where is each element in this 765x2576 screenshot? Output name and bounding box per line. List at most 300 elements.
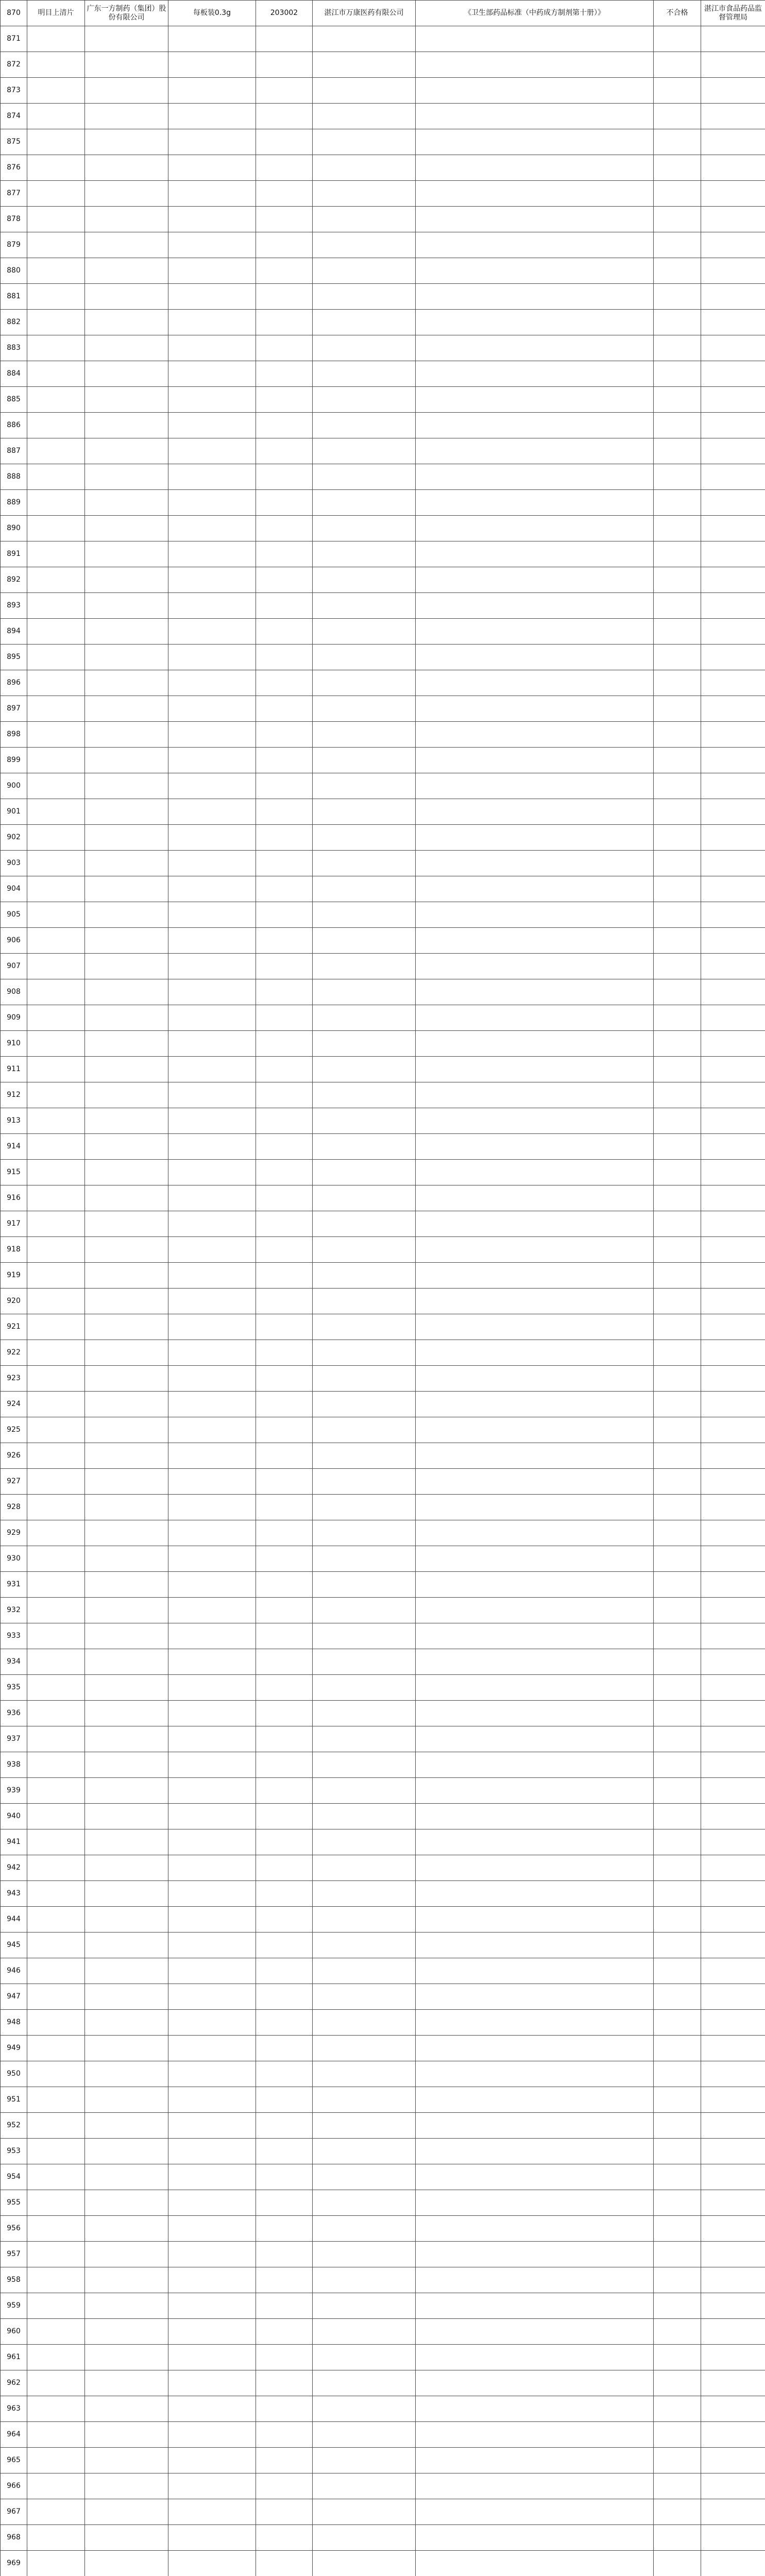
serial-number-cell: 876 xyxy=(1,155,27,181)
specification-cell xyxy=(168,464,256,490)
result-cell xyxy=(654,1598,701,1623)
specification-cell xyxy=(168,2551,256,2576)
result-cell xyxy=(654,2370,701,2396)
serial-number-cell: 910 xyxy=(1,1031,27,1057)
specification-cell xyxy=(168,2010,256,2036)
manufacturer-cell xyxy=(85,748,168,773)
result-cell xyxy=(654,2113,701,2139)
agency-cell xyxy=(701,825,765,851)
batch-number-cell xyxy=(256,954,313,979)
batch-number-cell xyxy=(256,1958,313,1984)
manufacturer-cell xyxy=(85,2139,168,2164)
serial-number-cell: 918 xyxy=(1,1237,27,1263)
agency-cell xyxy=(701,954,765,979)
product-name-cell xyxy=(27,1495,85,1520)
product-name-cell xyxy=(27,1314,85,1340)
product-name-cell xyxy=(27,902,85,928)
batch-number-cell xyxy=(256,593,313,619)
batch-number-cell xyxy=(256,979,313,1005)
table-row xyxy=(1,1752,765,1778)
serial-number-cell: 908 xyxy=(1,979,27,1005)
specification-cell xyxy=(168,1237,256,1263)
batch-number-cell xyxy=(256,1907,313,1933)
product-name-cell xyxy=(27,541,85,567)
table-row xyxy=(1,1185,765,1211)
product-name-cell xyxy=(27,2267,85,2293)
serial-number-cell: 951 xyxy=(1,2087,27,2113)
serial-number-cell: 939 xyxy=(1,1778,27,1804)
table-row xyxy=(1,2242,765,2267)
result-cell xyxy=(654,258,701,284)
batch-number-cell xyxy=(256,232,313,258)
agency-cell xyxy=(701,1958,765,1984)
inspection-standard-cell xyxy=(416,1031,654,1057)
table-row xyxy=(1,2499,765,2525)
result-cell xyxy=(654,1623,701,1649)
serial-number-cell: 958 xyxy=(1,2267,27,2293)
specification-cell xyxy=(168,1726,256,1752)
inspection-standard-cell xyxy=(416,1340,654,1366)
serial-number-cell: 897 xyxy=(1,696,27,722)
specification-cell xyxy=(168,155,256,181)
specification-cell xyxy=(168,1855,256,1881)
result-cell xyxy=(654,876,701,902)
manufacturer-cell xyxy=(85,1057,168,1082)
serial-number-cell: 885 xyxy=(1,387,27,413)
agency-cell xyxy=(701,2139,765,2164)
inspection-standard-cell xyxy=(416,78,654,104)
batch-number-cell xyxy=(256,413,313,438)
product-name-cell xyxy=(27,1984,85,2010)
table-row xyxy=(1,2396,765,2422)
table-row xyxy=(1,232,765,258)
serial-number-cell: 929 xyxy=(1,1520,27,1546)
inspection-standard-cell xyxy=(416,2036,654,2061)
batch-number-cell xyxy=(256,2164,313,2190)
agency-cell: 湛江市食品药品监督管理局 xyxy=(701,1,765,26)
batch-number-cell xyxy=(256,1752,313,1778)
product-name-cell xyxy=(27,979,85,1005)
specification-cell xyxy=(168,2370,256,2396)
serial-number-cell: 912 xyxy=(1,1082,27,1108)
result-cell xyxy=(654,1649,701,1675)
agency-cell xyxy=(701,1185,765,1211)
table-row xyxy=(1,851,765,876)
agency-cell xyxy=(701,2345,765,2370)
serial-number-cell: 904 xyxy=(1,876,27,902)
inspection-standard-cell xyxy=(416,2010,654,2036)
manufacturer-cell xyxy=(85,1082,168,1108)
sampled-unit-cell xyxy=(313,1340,416,1366)
result-cell xyxy=(654,284,701,310)
product-name-cell xyxy=(27,1804,85,1829)
serial-number-cell: 871 xyxy=(1,26,27,52)
sampled-unit-cell xyxy=(313,1366,416,1392)
table-row xyxy=(1,1649,765,1675)
product-name-cell xyxy=(27,1211,85,1237)
manufacturer-cell xyxy=(85,2087,168,2113)
table-row xyxy=(1,78,765,104)
manufacturer-cell xyxy=(85,567,168,593)
product-name-cell xyxy=(27,1134,85,1160)
sampled-unit-cell xyxy=(313,1958,416,1984)
manufacturer-cell xyxy=(85,696,168,722)
manufacturer-cell xyxy=(85,1160,168,1185)
manufacturer-cell xyxy=(85,1443,168,1469)
result-cell xyxy=(654,2036,701,2061)
serial-number-cell: 877 xyxy=(1,181,27,207)
result-cell xyxy=(654,78,701,104)
product-name-cell xyxy=(27,799,85,825)
inspection-standard-cell xyxy=(416,2422,654,2448)
specification-cell xyxy=(168,979,256,1005)
inspection-standard-cell xyxy=(416,1211,654,1237)
serial-number-cell: 933 xyxy=(1,1623,27,1649)
inspection-standard-cell xyxy=(416,1778,654,1804)
sampled-unit-cell xyxy=(313,2319,416,2345)
product-name-cell xyxy=(27,52,85,78)
product-name-cell xyxy=(27,155,85,181)
result-cell xyxy=(654,1417,701,1443)
sampled-unit-cell xyxy=(313,1392,416,1417)
table-row xyxy=(1,1340,765,1366)
sampled-unit-cell xyxy=(313,1752,416,1778)
manufacturer-cell xyxy=(85,773,168,799)
agency-cell xyxy=(701,387,765,413)
sampled-unit-cell xyxy=(313,748,416,773)
inspection-standard-cell xyxy=(416,851,654,876)
manufacturer-cell xyxy=(85,1726,168,1752)
agency-cell xyxy=(701,52,765,78)
batch-number-cell xyxy=(256,1933,313,1958)
sampled-unit-cell xyxy=(313,1263,416,1289)
result-cell xyxy=(654,593,701,619)
serial-number-cell: 872 xyxy=(1,52,27,78)
batch-number-cell xyxy=(256,1443,313,1469)
inspection-standard-cell xyxy=(416,2345,654,2370)
result-cell xyxy=(654,1933,701,1958)
sampled-unit-cell xyxy=(313,722,416,748)
agency-cell xyxy=(701,1057,765,1082)
agency-cell xyxy=(701,1005,765,1031)
sampled-unit-cell xyxy=(313,645,416,670)
manufacturer-cell xyxy=(85,1366,168,1392)
batch-number-cell xyxy=(256,387,313,413)
batch-number-cell xyxy=(256,1804,313,1829)
agency-cell xyxy=(701,541,765,567)
agency-cell xyxy=(701,2551,765,2576)
manufacturer-cell xyxy=(85,670,168,696)
table-row xyxy=(1,1263,765,1289)
agency-cell xyxy=(701,1417,765,1443)
result-cell: 不合格 xyxy=(654,1,701,26)
specification-cell xyxy=(168,1031,256,1057)
sampled-unit-cell xyxy=(313,928,416,954)
product-name-cell xyxy=(27,2422,85,2448)
agency-cell xyxy=(701,207,765,232)
agency-cell xyxy=(701,1572,765,1598)
product-name-cell xyxy=(27,2242,85,2267)
table-row xyxy=(1,52,765,78)
inspection-standard-cell xyxy=(416,2396,654,2422)
batch-number-cell xyxy=(256,2525,313,2551)
table-row xyxy=(1,979,765,1005)
sampled-unit-cell xyxy=(313,438,416,464)
manufacturer-cell xyxy=(85,1881,168,1907)
specification-cell xyxy=(168,1778,256,1804)
result-cell xyxy=(654,1701,701,1726)
inspection-standard-cell xyxy=(416,284,654,310)
result-cell xyxy=(654,1572,701,1598)
agency-cell xyxy=(701,1907,765,1933)
table-row xyxy=(1,1289,765,1314)
specification-cell xyxy=(168,2164,256,2190)
batch-number-cell xyxy=(256,2190,313,2216)
agency-cell xyxy=(701,78,765,104)
inspection-standard-cell xyxy=(416,438,654,464)
inspection-standard-cell xyxy=(416,2319,654,2345)
sampled-unit-cell xyxy=(313,1520,416,1546)
serial-number-cell: 945 xyxy=(1,1933,27,1958)
sampled-unit-cell xyxy=(313,490,416,516)
agency-cell xyxy=(701,2190,765,2216)
batch-number-cell xyxy=(256,104,313,129)
agency-cell xyxy=(701,2319,765,2345)
sampled-unit-cell xyxy=(313,2370,416,2396)
product-name-cell xyxy=(27,78,85,104)
table-row xyxy=(1,954,765,979)
batch-number-cell xyxy=(256,1005,313,1031)
result-cell xyxy=(654,1675,701,1701)
sampled-unit-cell xyxy=(313,2293,416,2319)
serial-number-cell: 882 xyxy=(1,310,27,335)
serial-number-cell: 953 xyxy=(1,2139,27,2164)
batch-number-cell xyxy=(256,1495,313,1520)
manufacturer-cell xyxy=(85,2010,168,2036)
sampled-unit-cell xyxy=(313,1675,416,1701)
serial-number-cell: 895 xyxy=(1,645,27,670)
batch-number-cell xyxy=(256,207,313,232)
agency-cell xyxy=(701,1340,765,1366)
result-cell xyxy=(654,1907,701,1933)
result-cell xyxy=(654,2448,701,2473)
serial-number-cell: 919 xyxy=(1,1263,27,1289)
result-cell xyxy=(654,1855,701,1881)
table-row xyxy=(1,1134,765,1160)
product-name-cell xyxy=(27,748,85,773)
manufacturer-cell xyxy=(85,1572,168,1598)
result-cell xyxy=(654,1082,701,1108)
result-cell xyxy=(654,1495,701,1520)
inspection-standard-cell xyxy=(416,2499,654,2525)
agency-cell xyxy=(701,1623,765,1649)
product-name-cell xyxy=(27,1752,85,1778)
table-row xyxy=(1,2345,765,2370)
batch-number-cell xyxy=(256,2061,313,2087)
specification-cell xyxy=(168,2345,256,2370)
product-name-cell xyxy=(27,2345,85,2370)
specification-cell xyxy=(168,1082,256,1108)
specification-cell xyxy=(168,129,256,155)
agency-cell xyxy=(701,1520,765,1546)
product-name-cell xyxy=(27,207,85,232)
specification-cell xyxy=(168,207,256,232)
table-row xyxy=(1,1675,765,1701)
sampled-unit-cell xyxy=(313,310,416,335)
product-name-cell xyxy=(27,722,85,748)
batch-number-cell xyxy=(256,1572,313,1598)
agency-cell xyxy=(701,464,765,490)
manufacturer-cell xyxy=(85,1829,168,1855)
batch-number-cell xyxy=(256,490,313,516)
serial-number-cell: 932 xyxy=(1,1598,27,1623)
specification-cell xyxy=(168,26,256,52)
serial-number-cell: 909 xyxy=(1,1005,27,1031)
serial-number-cell: 941 xyxy=(1,1829,27,1855)
specification-cell xyxy=(168,2293,256,2319)
batch-number-cell xyxy=(256,2551,313,2576)
specification-cell xyxy=(168,438,256,464)
table-row xyxy=(1,928,765,954)
agency-cell xyxy=(701,1289,765,1314)
table-row xyxy=(1,2190,765,2216)
specification-cell xyxy=(168,335,256,361)
table-row xyxy=(1,361,765,387)
batch-number-cell xyxy=(256,1598,313,1623)
batch-number-cell xyxy=(256,1778,313,1804)
batch-number-cell xyxy=(256,2396,313,2422)
agency-cell xyxy=(701,1263,765,1289)
table-row xyxy=(1,1031,765,1057)
specification-cell xyxy=(168,1984,256,2010)
agency-cell xyxy=(701,1598,765,1623)
inspection-standard-cell xyxy=(416,799,654,825)
serial-number-cell: 969 xyxy=(1,2551,27,2576)
agency-cell xyxy=(701,1855,765,1881)
specification-cell xyxy=(168,1675,256,1701)
manufacturer-cell xyxy=(85,979,168,1005)
product-name-cell xyxy=(27,696,85,722)
specification-cell xyxy=(168,1649,256,1675)
manufacturer-cell xyxy=(85,2164,168,2190)
serial-number-cell: 954 xyxy=(1,2164,27,2190)
agency-cell xyxy=(701,1366,765,1392)
specification-cell xyxy=(168,593,256,619)
product-name-cell xyxy=(27,567,85,593)
batch-number-cell xyxy=(256,335,313,361)
inspection-standard-cell xyxy=(416,1160,654,1185)
product-name-cell xyxy=(27,464,85,490)
product-name-cell xyxy=(27,413,85,438)
result-cell xyxy=(654,2499,701,2525)
serial-number-cell: 870 xyxy=(1,1,27,26)
sampled-unit-cell xyxy=(313,2113,416,2139)
table-row xyxy=(1,1495,765,1520)
sampled-unit-cell xyxy=(313,851,416,876)
serial-number-cell: 949 xyxy=(1,2036,27,2061)
sampled-unit-cell xyxy=(313,52,416,78)
manufacturer-cell xyxy=(85,361,168,387)
agency-cell xyxy=(701,155,765,181)
product-name-cell xyxy=(27,1520,85,1546)
inspection-standard-cell xyxy=(416,1701,654,1726)
result-cell xyxy=(654,1366,701,1392)
batch-number-cell xyxy=(256,155,313,181)
sampled-unit-cell xyxy=(313,1907,416,1933)
batch-number-cell xyxy=(256,1108,313,1134)
specification-cell xyxy=(168,516,256,541)
specification-cell xyxy=(168,1520,256,1546)
manufacturer-cell xyxy=(85,2242,168,2267)
result-cell xyxy=(654,2525,701,2551)
manufacturer-cell xyxy=(85,851,168,876)
manufacturer-cell xyxy=(85,1005,168,1031)
product-name-cell xyxy=(27,645,85,670)
sampled-unit-cell xyxy=(313,1031,416,1057)
specification-cell xyxy=(168,541,256,567)
table-row xyxy=(1,1160,765,1185)
product-name-cell xyxy=(27,258,85,284)
inspection-standard-cell xyxy=(416,670,654,696)
product-name-cell xyxy=(27,2061,85,2087)
table-row xyxy=(1,1598,765,1623)
sampled-unit-cell xyxy=(313,2036,416,2061)
batch-number-cell xyxy=(256,78,313,104)
sampled-unit-cell xyxy=(313,2422,416,2448)
specification-cell xyxy=(168,1314,256,1340)
inspection-standard-cell xyxy=(416,1933,654,1958)
product-name-cell xyxy=(27,1443,85,1469)
inspection-standard-cell xyxy=(416,207,654,232)
manufacturer-cell xyxy=(85,232,168,258)
inspection-standard-cell xyxy=(416,2242,654,2267)
inspection-standard-cell xyxy=(416,619,654,645)
specification-cell xyxy=(168,1134,256,1160)
agency-cell xyxy=(701,2036,765,2061)
table-row xyxy=(1,696,765,722)
table-row xyxy=(1,2036,765,2061)
agency-cell xyxy=(701,902,765,928)
agency-cell xyxy=(701,567,765,593)
product-name-cell xyxy=(27,670,85,696)
batch-number-cell xyxy=(256,799,313,825)
sampled-unit-cell xyxy=(313,902,416,928)
specification-cell xyxy=(168,1366,256,1392)
agency-cell xyxy=(701,2010,765,2036)
specification-cell xyxy=(168,1108,256,1134)
table-row xyxy=(1,438,765,464)
table-row xyxy=(1,1,765,26)
result-cell xyxy=(654,1340,701,1366)
inspection-standard-cell xyxy=(416,1907,654,1933)
serial-number-cell: 873 xyxy=(1,78,27,104)
agency-cell xyxy=(701,722,765,748)
serial-number-cell: 950 xyxy=(1,2061,27,2087)
agency-cell xyxy=(701,2061,765,2087)
sampled-unit-cell xyxy=(313,232,416,258)
manufacturer-cell xyxy=(85,1804,168,1829)
result-cell xyxy=(654,335,701,361)
table-row xyxy=(1,593,765,619)
table-row xyxy=(1,2216,765,2242)
inspection-standard-cell xyxy=(416,1572,654,1598)
batch-number-cell xyxy=(256,567,313,593)
batch-number-cell xyxy=(256,1237,313,1263)
batch-number-cell xyxy=(256,1211,313,1237)
specification-cell xyxy=(168,645,256,670)
sampled-unit-cell xyxy=(313,2010,416,2036)
inspection-standard-cell xyxy=(416,2190,654,2216)
